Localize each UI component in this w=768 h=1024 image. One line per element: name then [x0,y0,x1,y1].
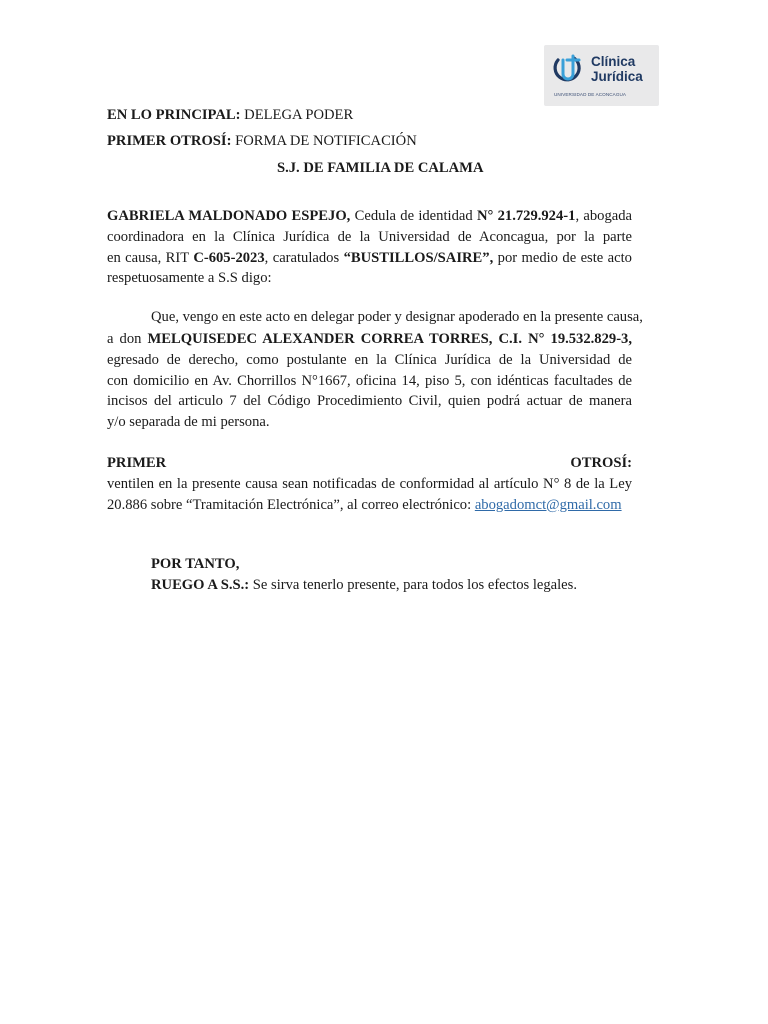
intro-text: , caratulados [264,249,344,266]
body-line-4: con domicilio en Av. Chorrillos N°1667, oficina 14, piso 5, con idénticas facultades de [107,372,632,389]
ruego-line [151,577,577,594]
otrosi-line-3 [107,495,632,516]
body-text: a don [107,331,148,347]
por-tanto: POR TANTO, [151,556,240,572]
intro-text: Cedula de identidad [350,208,477,224]
otrosi-label: PRIMER OTROSÍ: [107,455,632,471]
intro-line-4: respetuosamente a S.S digo: [107,270,272,287]
intro-text: en causa, RIT [107,249,194,266]
delegate-name: MELQUISEDEC ALEXANDER CORREA TORRES, C.I. N° 19.532.829-3, [147,331,632,347]
principal-label: EN LO PRINCIPAL: [107,107,241,123]
lawyer-id-number: N° 21.729.924-1 [476,208,576,224]
body-line-6: y/o separada de mi persona. [107,414,270,431]
logo-name-line2: Jurídica [591,69,643,84]
principal-value: DELEGA PODER [240,107,354,123]
appearing-lawyer-name: GABRIELA MALDONADO ESPEJO, [107,208,351,224]
logo-name-line1: Clínica [591,54,636,69]
otrosi-header-label: PRIMER OTROSÍ: [107,133,232,149]
intro-line-3 [107,248,632,269]
case-rit: C-605-2023 [193,249,265,266]
clinica-juridica-logo [544,45,659,106]
case-caption: “BUSTILLOS/SAIRE”, [343,249,494,266]
primer-otrosi-header-line [107,133,417,150]
body-line-2 [107,329,632,350]
otrosi-line-2: ventilen en la presente causa sean notificadas de conformidad al artículo N° 8 de la Ley [107,475,632,492]
ruego-text: Se sirva tenerlo presente, para todos los efectos legales. [249,577,577,593]
body-line-1: Que, vengo en este acto en delegar poder y designar apoderado en la presente causa, [151,309,643,325]
otrosi-line-1 [107,453,632,474]
en-lo-principal-line [107,107,353,124]
otrosi-paragraph [107,453,632,515]
body-line-5: incisos del articulo 7 del Código Procedimiento Civil, quien podrá actuar de manera [107,393,632,410]
logo-mark-icon [552,54,588,88]
logo-tagline: UNIVERSIDAD DE ACONCAGUA [554,92,627,97]
body-line-3: egresado de derecho, como postulante en la Clínica Jurídica de la Universidad de [107,351,632,368]
intro-line-1 [107,206,632,227]
intro-text: por medio de este acto [493,249,632,266]
intro-line-2: coordinadora en la Clínica Jurídica de la Universidad de Aconcagua, por la parte [107,228,632,245]
otrosi-text: 20.886 sobre “Tramitación Electrónica”, al correo electrónico: [107,496,475,513]
body-paragraph [107,329,632,433]
otrosi-header-value: FORMA DE NOTIFICACIÓN [231,133,417,149]
intro-paragraph [107,206,632,289]
court-heading: S.J. DE FAMILIA DE CALAMA [277,160,484,176]
ruego-label: RUEGO A S.S.: [151,577,250,593]
intro-text: , abogada [575,208,632,224]
email-link[interactable]: abogadomct@gmail.com [474,496,622,513]
